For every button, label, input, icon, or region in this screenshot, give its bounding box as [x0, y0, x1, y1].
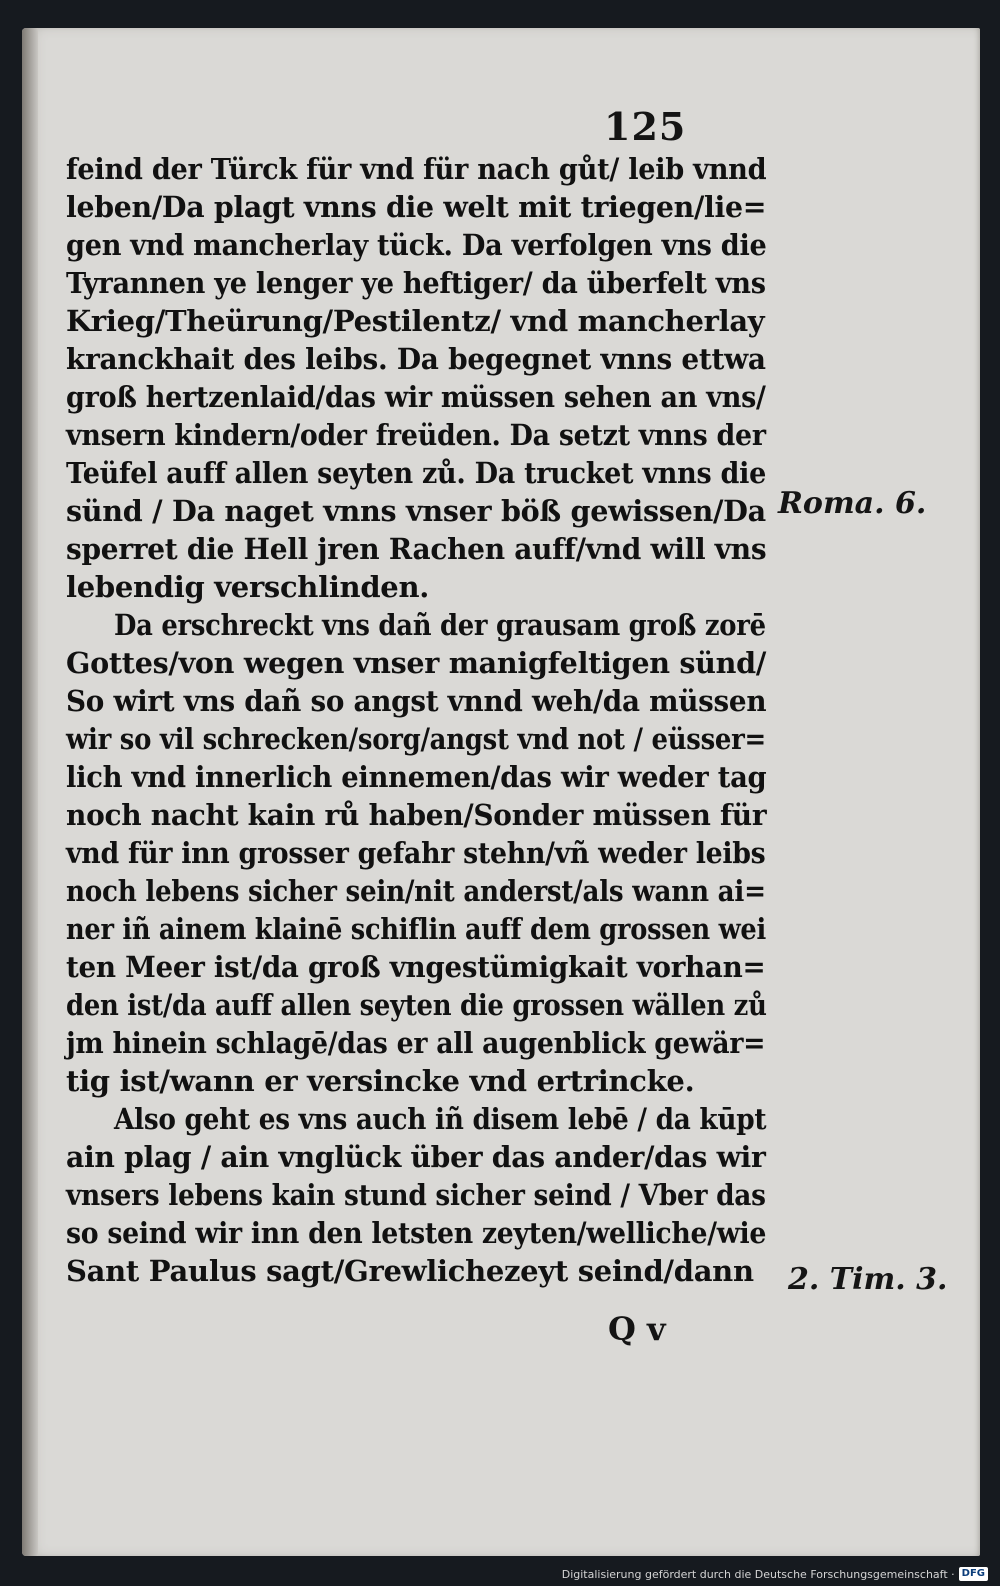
text-line: Sant Paulus sagt/Grewlichezeyt seind/dann [66, 1254, 754, 1288]
text-line: sünd / Da naget vnns vnser böß gewissen/Da [66, 494, 766, 528]
text-line: vnd für inn grosser gefahr stehn/vñ weder leibs [66, 836, 766, 870]
signature-mark: Q v [608, 1310, 666, 1348]
text-line: Da erschreckt vns dañ der grausam groß zorē [114, 608, 766, 642]
footer-text: Digitalisierung gefördert durch die Deutsche Forschungsgemeinschaft · [561, 1567, 955, 1581]
text-line: So wirt vns dañ so angst vnnd weh/da müssen [66, 684, 767, 718]
digitization-footer [562, 1564, 988, 1584]
text-line: noch lebens sicher sein/nit anderst/als wann ai= [66, 874, 766, 908]
text-line: Krieg/Theürung/Pestilentz/ vnd mancherlay [66, 304, 765, 338]
text-line: Gottes/von wegen vnser manigfeltigen sünd/ [66, 646, 766, 680]
text-line: vnsers lebens kain stund sicher seind / Vber das [66, 1178, 766, 1212]
text-line: lebendig verschlinden. [66, 570, 430, 604]
text-line: wir so vil schrecken/sorg/angst vnd not / eüsser= [66, 722, 767, 756]
text-line: lich vnd innerlich einnemen/das wir weder tag [66, 760, 767, 794]
text-line: sperret die Hell jren Rachen auff/vnd will vns [66, 532, 767, 566]
text-line: kranckhait des leibs. Da begegnet vnns ettwa [66, 342, 766, 376]
text-line: feind der Türck für vnd für nach gůt/ leib vnnd [66, 152, 767, 186]
text-line: jm hinein schlagē/das er all augenblick gewär= [66, 1026, 766, 1060]
text-line: so seind wir inn den letsten zeyten/welliche/wie [66, 1216, 767, 1250]
text-line: groß hertzenlaid/das wir müssen sehen an vns/ [66, 380, 766, 414]
dfg-logo: DFG [959, 1567, 988, 1581]
text-line: ner iñ ainem klainē schiflin auff dem grossen wei [66, 912, 766, 946]
page-gutter-shadow [22, 28, 38, 1556]
page-number: 125 [604, 104, 687, 149]
margin-note-tim: 2. Tim. 3. [788, 1262, 948, 1297]
text-line: tig ist/wann er versincke vnd ertrincke. [66, 1064, 695, 1098]
text-line: leben/Da plagt vnns die welt mit triegen/lie= [66, 190, 767, 224]
text-line: Tyrannen ye lenger ye heftiger/ da überfelt vns [66, 266, 766, 300]
text-line: Teüfel auff allen seyten zů. Da trucket vnns die [66, 456, 767, 490]
text-line: noch nacht kain rů haben/Sonder müssen für [66, 798, 767, 832]
text-line: ain plag / ain vnglück über das ander/das wir [66, 1140, 766, 1174]
margin-note-roma: Roma. 6. [778, 486, 927, 521]
text-line: den ist/da auff allen seyten die grossen wällen zů [66, 988, 767, 1022]
text-line: ten Meer ist/da groß vngestümigkait vorhan= [66, 950, 766, 984]
text-line: Also geht es vns auch iñ disem lebē / da kūpt [114, 1102, 767, 1136]
text-line: vnsern kindern/oder freüden. Da setzt vnns der [66, 418, 766, 452]
text-line: gen vnd mancherlay tück. Da verfolgen vns die [66, 228, 767, 262]
